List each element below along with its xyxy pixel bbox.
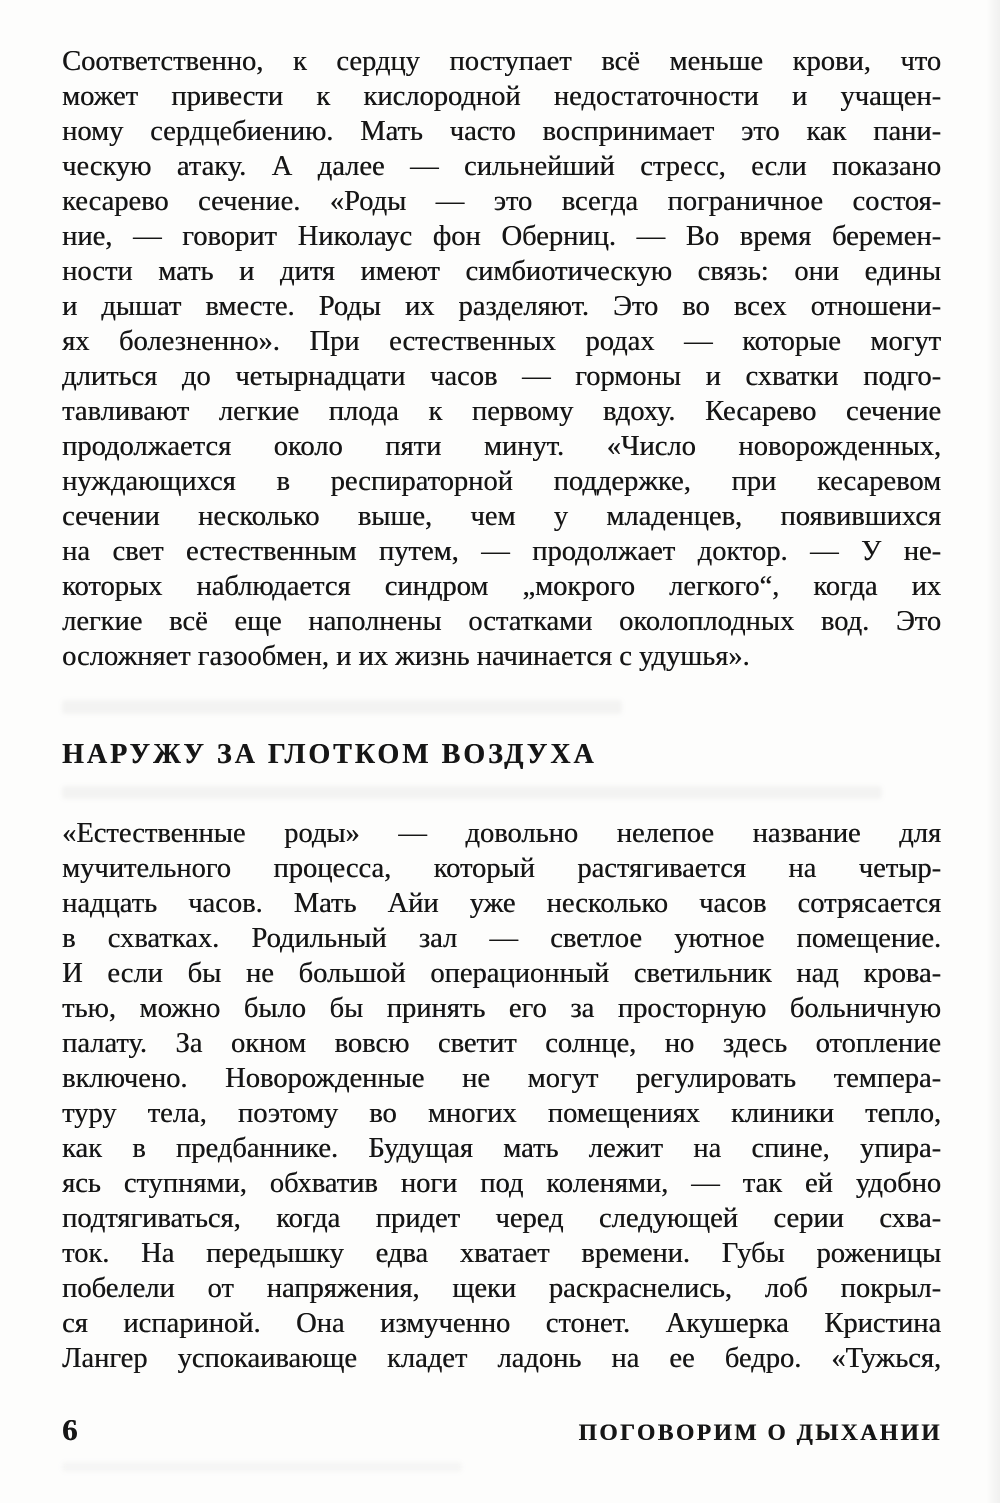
text-line: надцать часов. Мать Айи уже несколько часов сотрясается — [62, 888, 941, 919]
text-line: «Естественные роды» — довольно нелепое название для — [62, 818, 941, 849]
text-line: тью, можно было бы принять его за просторную больничную — [62, 993, 941, 1024]
text-line: побелели от напряжения, щеки раскраснелись, лоб покрыл- — [62, 1273, 941, 1304]
text-line: мучительного процесса, который растягивается на четыр- — [62, 853, 941, 884]
running-title: ПОГОВОРИМ О ДЫХАНИИ — [578, 1420, 942, 1446]
text-line: на свет естественным путем, — продолжает доктор. — У не- — [62, 536, 941, 567]
text-line: ческую атаку. А далее — сильнейший стресс, если показано — [62, 151, 941, 182]
scan-bleedthrough-artifact — [62, 1462, 462, 1472]
text-line: нуждающихся в респираторной поддержке, при кесаревом — [62, 466, 941, 497]
text-line: ние, — говорит Николаус фон Оберниц. — Во время беремен- — [62, 221, 941, 252]
text-line: включено. Новорожденные не могут регулировать темпера- — [62, 1063, 941, 1094]
text-line: и дышат вместе. Роды их разделяют. Это во всех отношени- — [62, 291, 941, 322]
text-line: подтягиваться, когда придет черед следующей серии схва- — [62, 1203, 941, 1234]
paragraph-natural-birth — [62, 816, 941, 1376]
text-line: в схватках. Родильный зал — светлое уютное помещение. — [62, 923, 941, 954]
text-line: ному сердцебиению. Мать часто воспринимает это как пани- — [62, 116, 941, 147]
text-line: продолжается около пяти минут. «Число новорожденных, — [62, 431, 941, 462]
text-line: ясь ступнями, обхватив ноги под коленями, — так ей удобно — [62, 1168, 941, 1199]
text-line: ток. На передышку едва хватает времени. Губы роженицы — [62, 1238, 941, 1269]
text-line: Лангер успокаивающе кладет ладонь на ее бедро. «Тужься, — [62, 1343, 941, 1374]
page-footer — [62, 1412, 942, 1448]
text-line: ях болезненно». При естественных родах — которые могут — [62, 326, 941, 357]
text-line: которых наблюдается синдром „мокрого легкого“, когда их — [62, 571, 941, 602]
text-line: ся испариной. Она измученно стонет. Акушерка Кристина — [62, 1308, 941, 1339]
text-line: длиться до четырнадцати часов — гормоны и схватки подго- — [62, 361, 941, 392]
text-line: туру тела, поэтому во многих помещениях клиники тепло, — [62, 1098, 941, 1129]
text-line: кесарево сечение. «Роды — это всегда пограничное состоя- — [62, 186, 941, 217]
text-line: ности мать и дитя имеют симбиотическую связь: они едины — [62, 256, 941, 287]
text-line: палату. За окном вовсю светит солнце, но здесь отопление — [62, 1028, 941, 1059]
text-line: тавливают легкие плода к первому вдоху. Кесарево сечение — [62, 396, 941, 427]
text-line: Соответственно, к сердцу поступает всё меньше крови, что — [62, 46, 941, 77]
page-number: 6 — [62, 1412, 78, 1447]
text-line: И если бы не большой операционный светильник над крова- — [62, 958, 941, 989]
paragraph-continuation — [62, 44, 941, 674]
section-heading: НАРУЖУ ЗА ГЛОТКОМ ВОЗДУХА — [62, 739, 597, 770]
text-line: как в предбаннике. Будущая мать лежит на спине, упира- — [62, 1133, 941, 1164]
text-line: осложняет газообмен, и их жизнь начинается с удушья». — [62, 641, 750, 672]
text-line: легкие всё еще наполнены остатками околоплодных вод. Это — [62, 606, 941, 637]
page-body — [62, 44, 941, 1376]
text-line: может привести к кислородной недостаточности и учащен- — [62, 81, 941, 112]
text-line: сечении несколько выше, чем у младенцев, появившихся — [62, 501, 941, 532]
